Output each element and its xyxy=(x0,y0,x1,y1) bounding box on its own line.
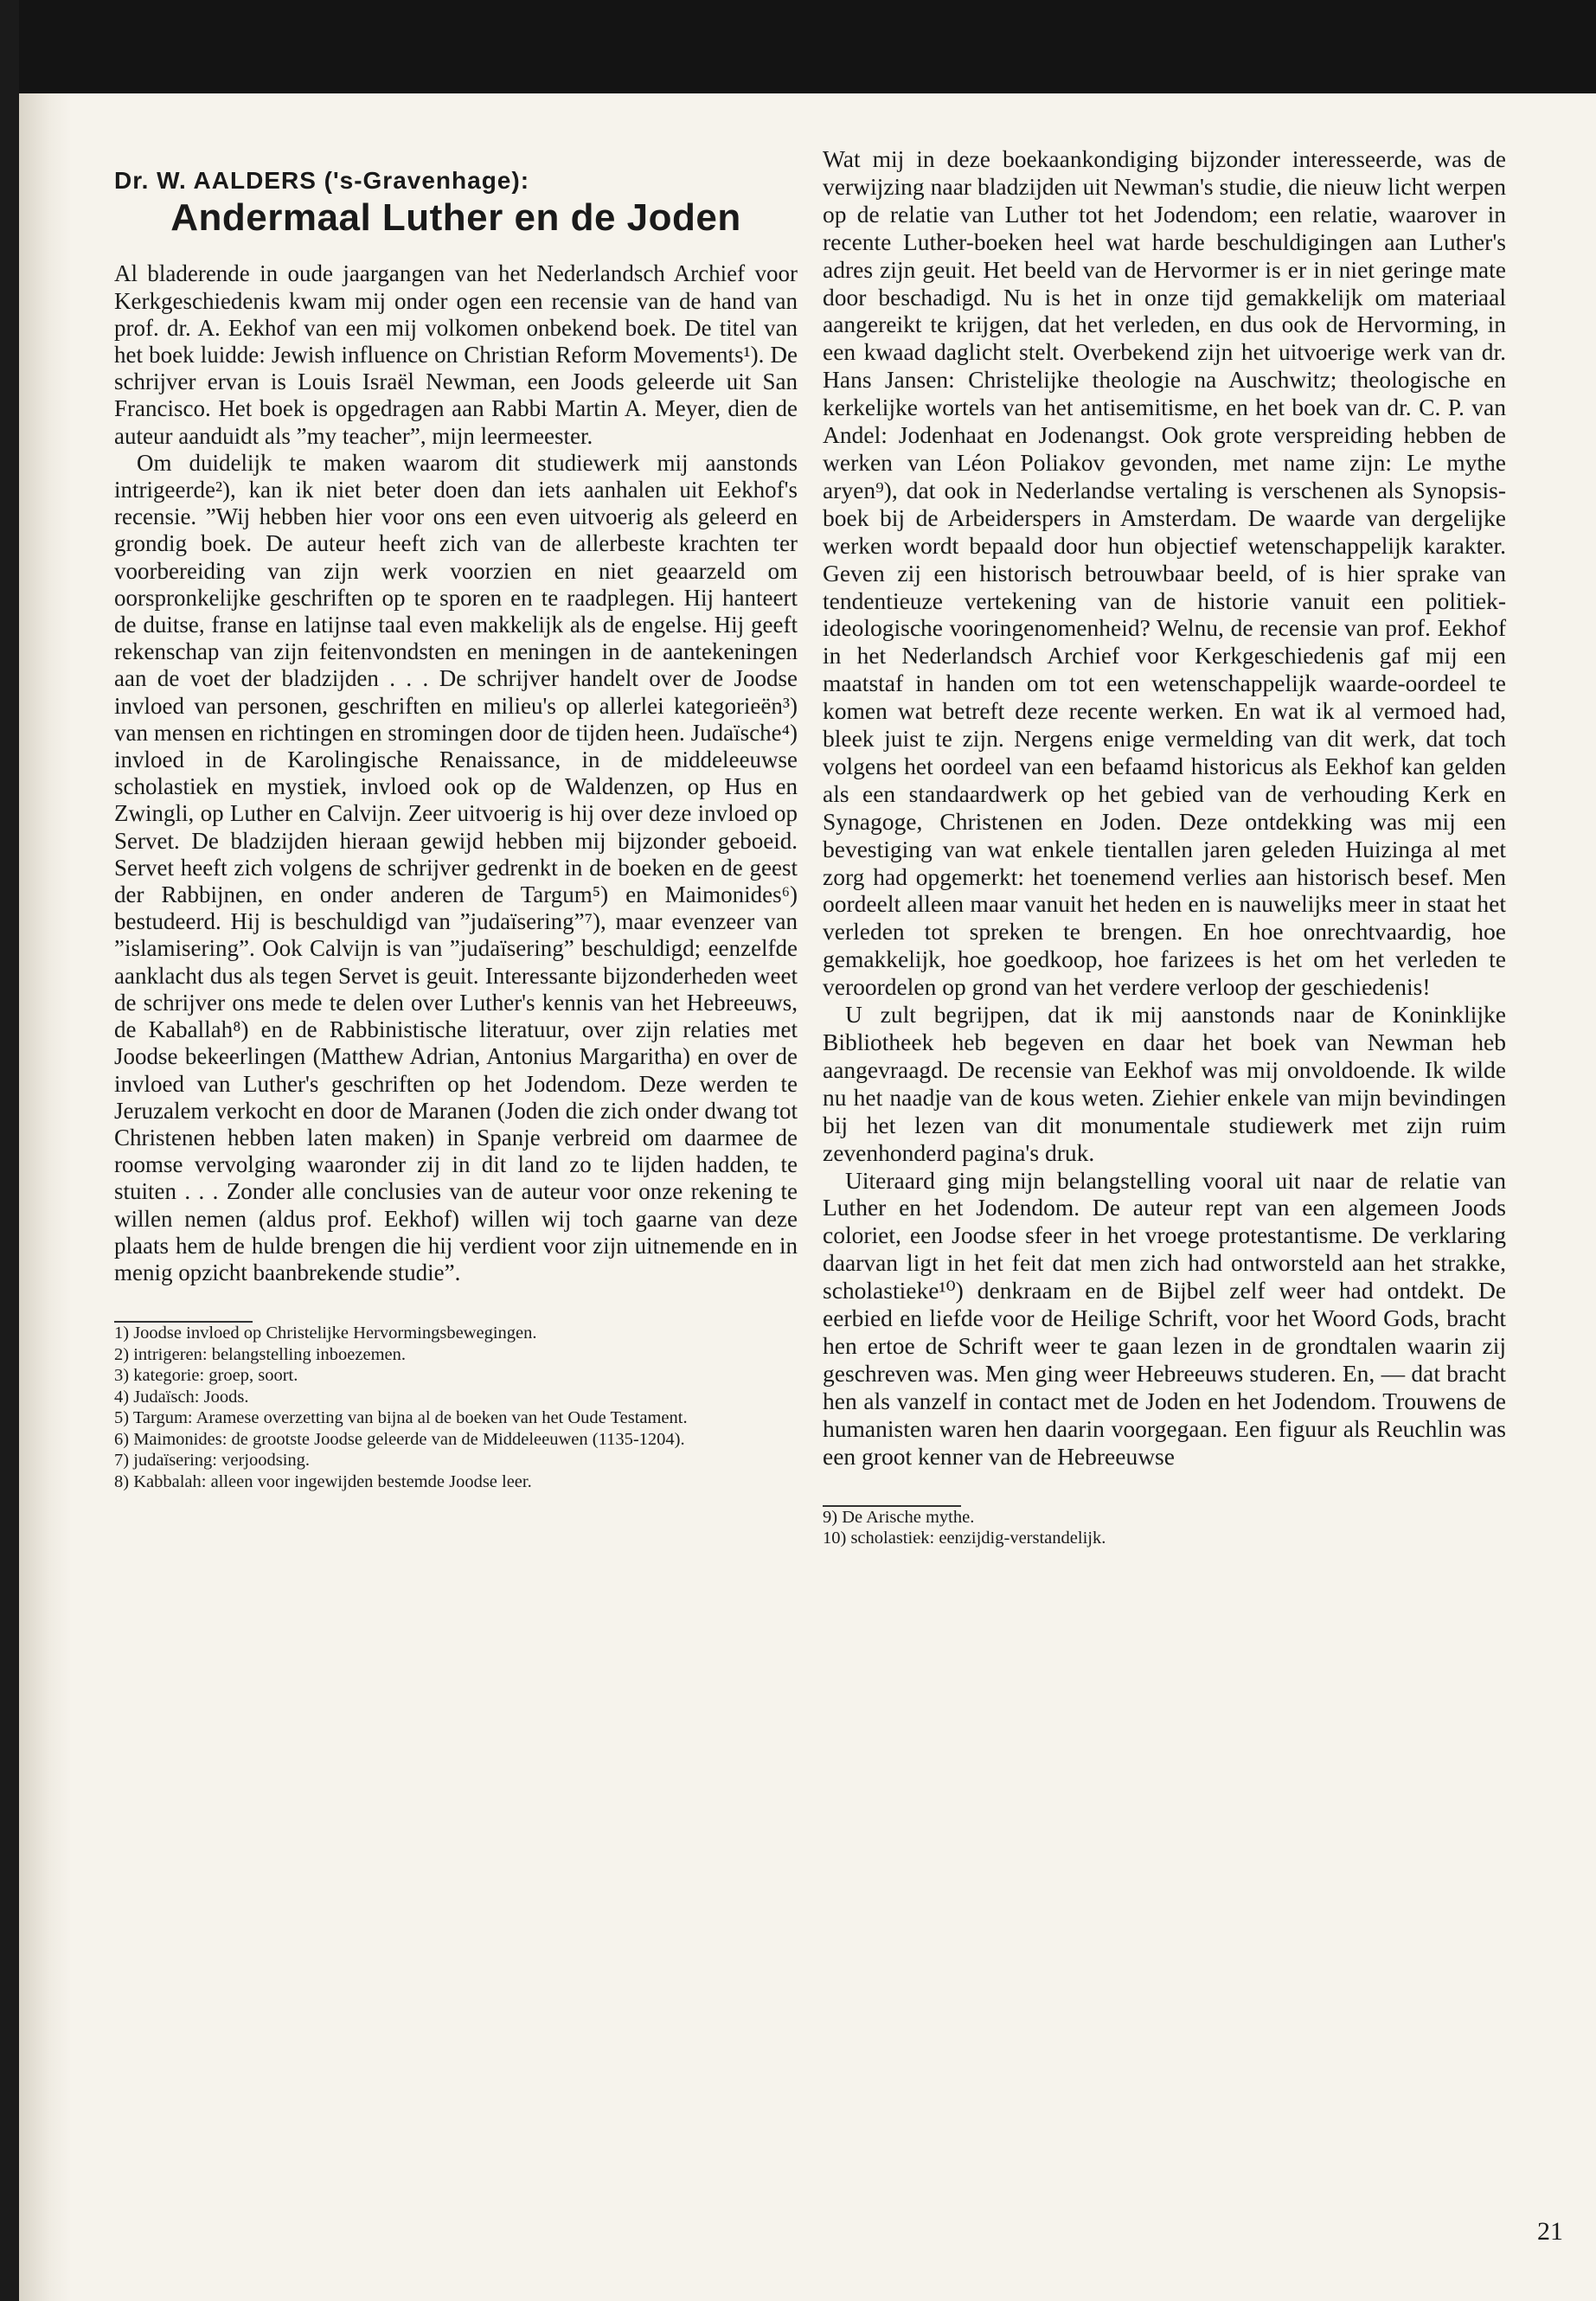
footnote: 2) intrigeren: belangstelling inboezemen. xyxy=(114,1344,406,1364)
footnote: 3) kategorie: groep, soort. xyxy=(114,1366,298,1386)
author-byline: Dr. W. AALDERS ('s-Gravenhage): xyxy=(114,167,530,194)
document-page xyxy=(19,93,1596,2301)
footnote: 9) De Arische mythe. xyxy=(823,1507,975,1527)
footnote: 4) Judaïsch: Joods. xyxy=(114,1387,249,1407)
page-number: 21 xyxy=(1537,2217,1563,2246)
page-gutter-shadow xyxy=(19,93,71,2301)
paragraph: Om duidelijk te maken waarom dit studiewerk mij aanstonds intrigeerde²), kan ik niet beter doen dan iets aanhalen uit Eekhof's recensie. ”Wij hebben hier voor ons een even uitvoerig als geleerd en grondig boek. De auteur heeft zich van de allerbeste krachten ter voorbereiding van zijn werk voorzien en niet geaarzeld om oorspronkelijke geschriften op te sporen en te raadplegen. Hij hanteert de duitse, franse en latijnse taal even makkelijk als de engelse. Hij geeft rekenschap van zijn feitenvondsten en meningen in de aantekeningen aan de voet der bladzijden . . . De schrijver handelt over de Joodse invloed van personen, geschriften en milieu's op allerlei kategorieën³) van mensen en richtingen en stromingen door de tijden heen. Judaïsche⁴) invloed in de Karolingische Renaissance, in de middeleeuwse scholastiek en mystiek, invloed ook op de Waldenzen, op Hus en Zwingli, op Luther en Calvijn. Zeer uitvoerig is hij over deze invloed op Servet. De bladzijden hieraan gewijd hebben mij bijzonder geboeid. Servet heeft zich volgens de schrijver gedrenkt in de boeken en de geest der Rabbijnen, en onder anderen de Targum⁵) en Maimonides⁶) bestudeerd. Hij is beschuldigd van ”judaïsering”⁷), maar evenzeer van ”islamisering”. Ook Calvijn is van ”judaïsering” beschuldigd; eenzelfde aanklacht dus als tegen Servet is geuit. Interessante bijzonderheden weet de schrijver ons mede te delen over Luther's kennis van het Hebreeuws, de Kaballah⁸) en de Rabbinistische literatuur, over zijn relaties met Joodse bekeerlingen (Matthew Adrian, Antonius Margaritha) en over de invloed van Luther's geschriften op het Jodendom. Deze werden te Jeruzalem verkocht en door de Maranen (Joden die zich onder dwang tot Christenen hebben laten maken) in Spanje verbreid om daarmee de roomse vervolging waaronder zij in dit land zo te lijden hadden, te stuiten . . . Zonder alle conclusies van de auteur voor onze rekening te willen nemen (aldus prof. Eekhof) willen wij toch gaarne van deze plaats hem de hulde brengen die hij verdient voor zijn uitnemende en in menig opzicht baanbrekende studie”. xyxy=(114,449,798,1285)
paragraph: U zult begrijpen, dat ik mij aanstonds naar de Koninklijke Bibliotheek heb begeven en daar het boek van Newman heb aangevraagd. De recensie van Eekhof was mij onvoldoende. Ik wilde nu het naadje van de kous weten. Ziehier enkele van mijn bevindingen bij het lezen van dit monumentale studiewerk met zijn ruim zevenhonderd pagina's druk. xyxy=(823,1001,1506,1166)
footnotes-right xyxy=(823,1505,1506,1549)
footnote: 10) scholastiek: eenzijdig-verstandelijk. xyxy=(823,1529,1106,1548)
footnote: 6) Maimonides: de grootste Joodse geleerde van de Middeleeuwen (1135-1204). xyxy=(114,1429,685,1449)
paragraph: Wat mij in deze boekaankondiging bijzonder interesseerde, was de verwijzing naar bladzijden uit Newman's studie, die nieuw licht werpen op de relatie van Luther tot het Jodendom; een relatie, waarover in recente Luther-boeken heel wat harde beschuldigingen aan Luther's adres zijn geuit. Het beeld van de Hervormer is er in niet geringe mate door beschadigd. Nu is het in onze tijd gemakkelijk om materiaal aangereikt te krijgen, dat het verleden, en dus ook de Hervorming, in een kwaad daglicht stelt. Overbekend zijn het uitvoerige werk van dr. Hans Jansen: Christelijke theologie na Auschwitz; theologische en kerkelijke wortels van het antisemitisme, en het boek van dr. C. P. van Andel: Jodenhaat en Jodenangst. Ook grote verspreiding hebben de werken van Léon Poliakov gevonden, met name zijn: Le mythe aryen⁹), dat ook in Nederlandse vertaling is verschenen als Synopsis-boek bij de Arbeiderspers in Amsterdam. De waarde van dergelijke werken wordt bepaald door hun objectief wetenschappelijk karakter. Geven zij een historisch betrouwbaar beeld, of is hier sprake van tendentieuze vertekening van de historie vanuit een politiek-ideologische vooringenomenheid? Welnu, de recensie van prof. Eekhof in het Nederlandsch Archief voor Kerkgeschiedenis gaf mij een maatstaf in handen om tot een wetenschappelijk waarde-oordeel te komen wat betreft deze recente werken. En wat ik al vermoed had, bleek juist te zijn. Nergens enige vermelding van dit werk, dat toch volgens het oordeel van een befaamd historicus als Eekhof kan gelden als een standaardwerk op het gebied van de verhouding Kerk en Synagoge, Christenen en Joden. Deze ontdekking was mij een bevestiging van wat enkele tientallen jaren geleden Huizinga al met zorg had opgemerkt: het toenemend verlies aan historisch besef. Men oordeelt alleen maar vanuit het heden en is nauwelijks meer in staat het verleden tot spreken te brengen. En hoe onrechtvaardig, hoe gemakkelijk, hoe goedkoop, hoe farizees is het om het verleden te veroordelen op grond van het verdere verloop der geschiedenis! xyxy=(823,145,1506,1001)
footnote: 7) judaïsering: verjoodsing. xyxy=(114,1451,311,1471)
footnotes-left xyxy=(114,1321,798,1492)
right-column xyxy=(823,145,1506,1549)
footnote: 1) Joodse invloed op Christelijke Hervormingsbewegingen. xyxy=(114,1324,537,1343)
left-column xyxy=(114,167,798,1492)
article-title: Andermaal Luther en de Joden xyxy=(170,196,741,240)
paragraph: Uiteraard ging mijn belangstelling vooral uit naar de relatie van Luther en het Jodendom. De auteur rept van een algemeen Joods coloriet, een Joodse sfeer in het vroege protestantisme. De verklaring daarvan ligt in het feit dat men zich had ontworsteld aan het strakke, scholastieke¹⁰) denkraam en de Bijbel zelf weer had ontdekt. De eerbied en liefde voor de Heilige Schrift, voor het Woord Gods, bracht hen ertoe de Schrift weer te gaan lezen in de grondtalen waarin zij geschreven was. Men ging weer Hebreeuws studeren. En, — dat bracht hen als vanzelf in contact met de Joden en het Jodendom. Trouwens de humanisten waren hen daarin voorgegaan. Een figuur als Reuchlin was een groot kenner van de Hebreeuwse xyxy=(823,1166,1506,1470)
scan-border-top xyxy=(0,0,1596,93)
paragraph: Al bladerende in oude jaargangen van het Nederlandsch Archief voor Kerkgeschiedenis kwam mij onder ogen een recensie van de hand van prof. dr. A. Eekhof van een mij volkomen onbekend boek. De titel van het boek luidde: Jewish influence on Christian Reform Movements¹). De schrijver ervan is Louis Israël Newman, een Joods geleerde uit San Francisco. Het boek is opgedragen aan Rabbi Martin A. Meyer, dien de auteur aanduidt als ”my teacher”, mijn leermeester. xyxy=(114,260,798,449)
scan-border-left xyxy=(0,0,19,2301)
footnote: 5) Targum: Aramese overzetting van bijna al de boeken van het Oude Testament. xyxy=(114,1408,688,1428)
footnote: 8) Kabbalah: alleen voor ingewijden bestemde Joodse leer. xyxy=(114,1471,532,1491)
